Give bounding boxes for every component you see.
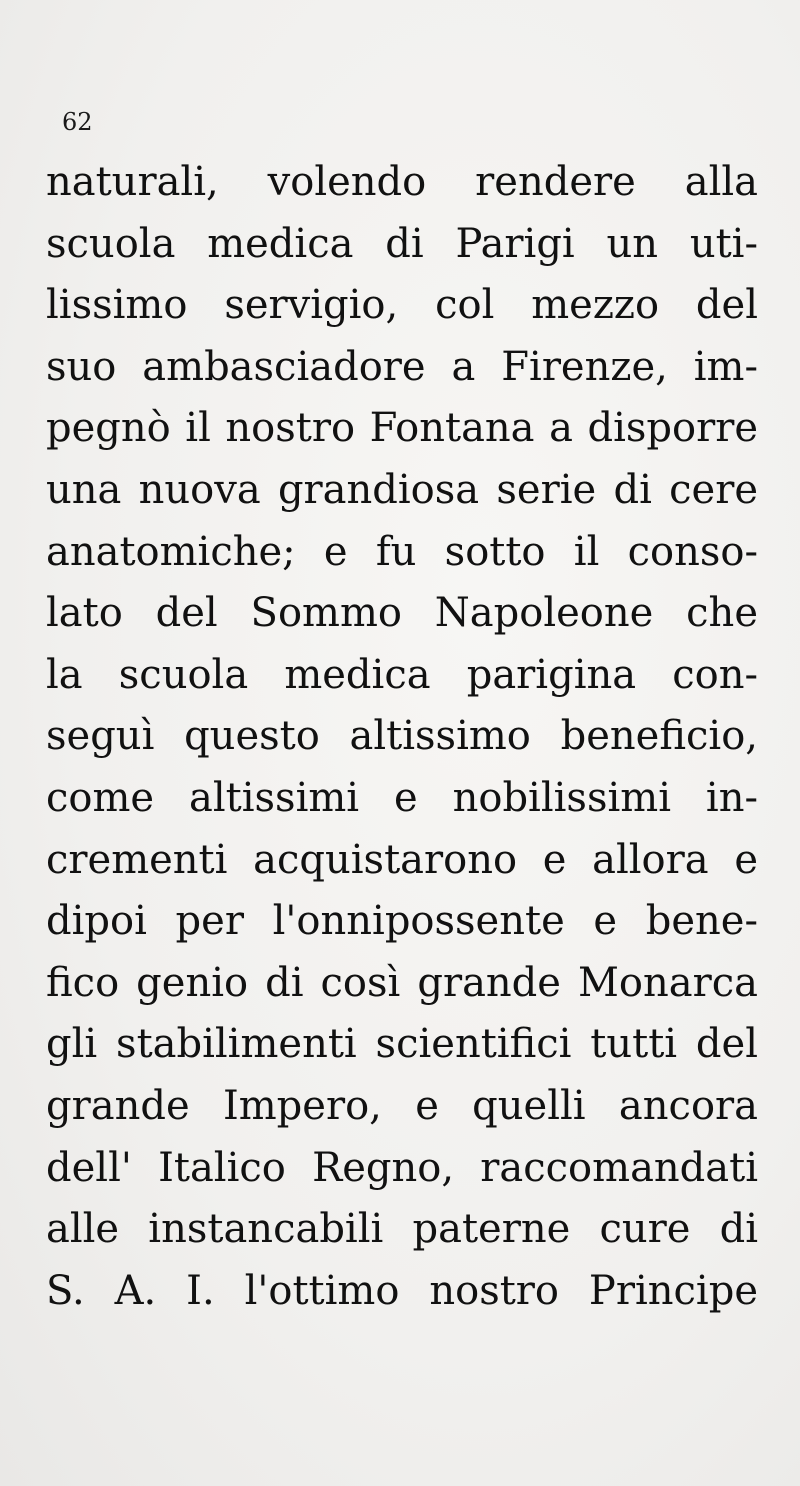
text-line: scuola medica di Parigi un uti- bbox=[46, 220, 758, 267]
text-line: come altissimi e nobilissimi in- bbox=[46, 774, 758, 821]
body-text bbox=[46, 152, 758, 1322]
text-line: una nuova grandiosa serie di cere bbox=[46, 466, 758, 513]
text-line: lato del Sommo Napoleone che bbox=[46, 590, 758, 637]
text-line: suo ambasciadore a Firenze, im- bbox=[46, 343, 758, 390]
text-line: gli stabilimenti scientifici tutti del bbox=[46, 1021, 758, 1068]
text-line: fico genio di così grande Monarca bbox=[46, 959, 758, 1006]
text-line: dell' Italico Regno, raccomandati bbox=[46, 1144, 758, 1191]
page-number: 62 bbox=[62, 108, 93, 136]
text-line: naturali, volendo rendere alla bbox=[46, 159, 758, 205]
text-line: alle instancabili paterne cure di bbox=[46, 1206, 758, 1253]
text-line: dipoi per l'onnipossente e bene- bbox=[46, 898, 758, 945]
text-line: grande Impero, e quelli ancora bbox=[46, 1082, 758, 1129]
text-line: seguì questo altissimo beneficio, bbox=[46, 713, 758, 760]
text-line: lissimo servigio, col mezzo del bbox=[46, 282, 758, 329]
text-line: S. A. I. l'ottimo nostro Principe bbox=[46, 1267, 758, 1314]
text-line: pegnò il nostro Fontana a disporre bbox=[46, 405, 758, 452]
text-line: anatomiche; e fu sotto il conso- bbox=[46, 528, 758, 575]
text-line: la scuola medica parigina con- bbox=[46, 651, 758, 698]
text-line: crementi acquistarono e allora e bbox=[46, 836, 758, 883]
